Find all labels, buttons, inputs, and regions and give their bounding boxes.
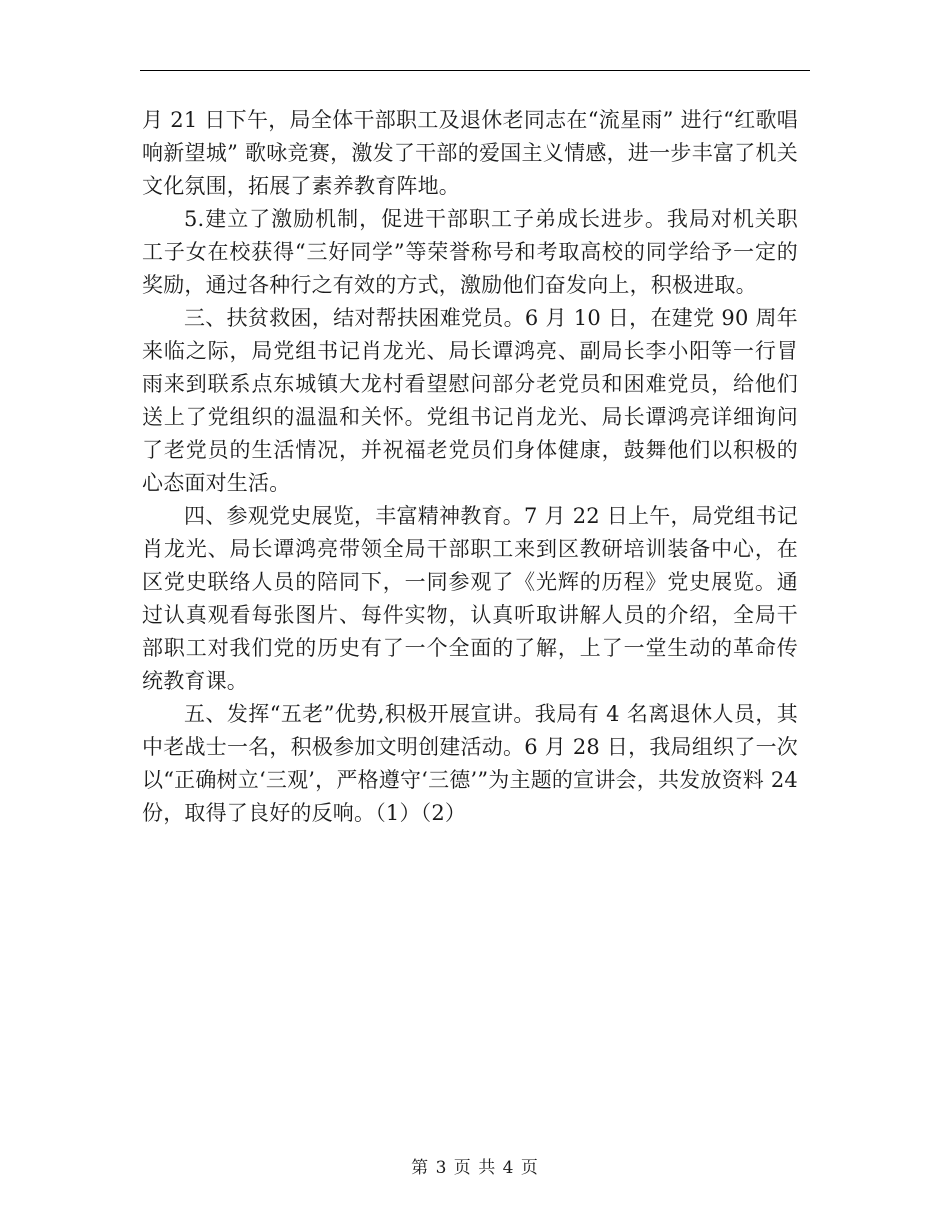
paragraph-party-history-exhibition: 四、参观党史展览，丰富精神教育。7 月 22 日上午，局党组书记肖龙光、局长谭鸿亮带领全局干部职工来到区教研培训装备中心，在区党史联络人员的陪同下，一同参观了《光辉的历程》党史展览。通过认真观看每张图片、每件实物，认真听取讲解人员的介绍，全局干部职工对我们党的历史有了一个全面的了解，上了一堂生动的革命传统教育课。 [142, 504, 798, 693]
paragraph-incentive-mechanism: 5.建立了激励机制，促进干部职工子弟成长进步。我局对机关职工子女在校获得“三好同学”等荣誉称号和考取高校的同学给予一定的奖励，通过各种行之有效的方式，激励他们奋发向上，积极进取。 [142, 207, 798, 297]
paragraph-poverty-relief: 三、扶贫救困，结对帮扶困难党员。6 月 10 日，在建党 90 周年来临之际，局党组书记肖龙光、局长谭鸿亮、副局长李小阳等一行冒雨来到联系点东城镇大龙村看望慰问部分老党员和困难党员，给他们送上了党组织的温温和关怀。党组书记肖龙光、局长谭鸿亮详细询问了老党员的生活情况，并祝福老党员们身体健康，鼓舞他们以积极的心态面对生活。 [142, 306, 798, 495]
document-body [142, 104, 798, 830]
header-rule [140, 70, 810, 71]
paragraph-five-elders-lecture: 五、发挥“五老”优势,积极开展宣讲。我局有 4 名离退休人员，其中老战士一名，积极参加文明创建活动。6 月 28 日，我局组织了一次以“正确树立‘三观’，严格遵守‘三德’”为主题的宣讲会，共发放资料 24 份，取得了良好的反响。（1）（2） [142, 702, 798, 825]
paragraph-continuation: 月 21 日下午，局全体干部职工及退休老同志在“流星雨” 进行“红歌唱响新望城” 歌咏竞赛，激发了干部的爱国主义情感，进一步丰富了机关文化氛围，拓展了素养教育阵地。 [142, 108, 798, 198]
page-number-footer: 第 3 页 共 4 页 [411, 1158, 539, 1178]
